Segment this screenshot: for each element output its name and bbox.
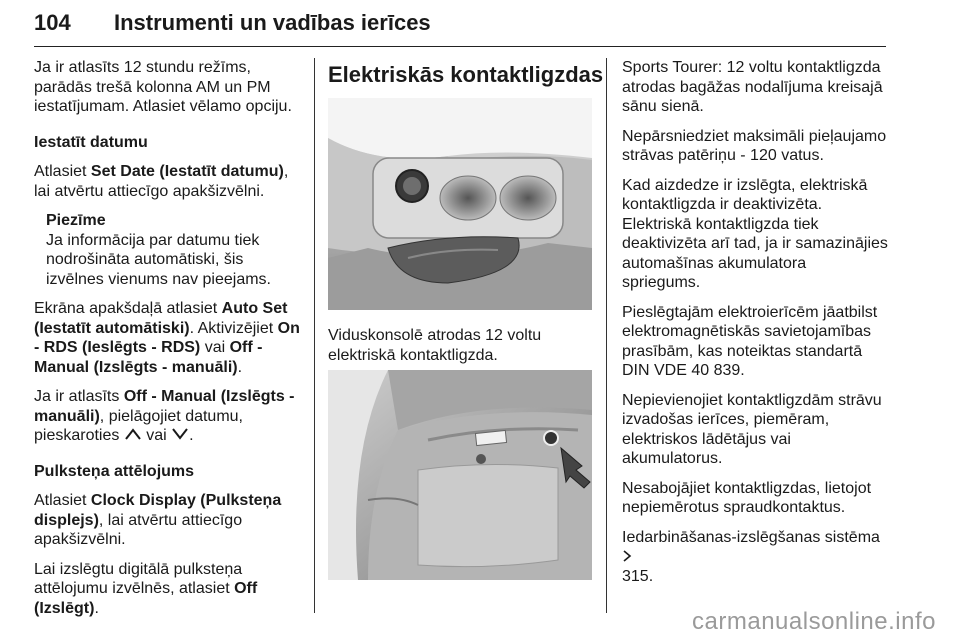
column-divider-1 [314,58,315,613]
clock-display-paragraph: Atlasiet Clock Display (Pulksteņa displejs), lai atvērtu attiecīgo apakšizvēlni. [34,492,282,548]
paragraph-ignition-off: Kad aizdedze ir izslēgta, elektriskā kontaktligzda ir deaktivizēta. Elektriskā kontaktligzda tiek deaktivizēta arī tad, ja ir samazinājies automašīnas akumulatora spriegums. [622,176,888,291]
note-text: Ja informācija par datumu tiek nodrošināta automātiski, šis izvēlnes vienums nav pieejams. [46,231,271,288]
page-reference-icon [622,550,632,562]
set-date-paragraph: Atlasiet Set Date (Iestatīt datumu), lai atvērtu attiecīgo apakšizvēlni. [34,163,289,200]
chevron-up-icon [124,427,142,441]
note-title: Piezīme [46,212,106,229]
running-title: Instrumenti un vadības ierīces [114,10,431,35]
column-right [622,58,890,596]
chevron-down-icon [171,427,189,441]
column-left [34,58,304,628]
paragraph-sports-tourer: Sports Tourer: 12 voltu kontaktligzda atrodas bagāžas nodalījuma kreisajā sānu sienā. [622,59,883,115]
set-date-heading: Iestatīt datumu [34,133,148,151]
paragraph-max-power: Nepārsniedziet maksimāli pieļaujamo strāvas patēriņu - 120 vatus. [622,127,887,164]
page-reference: 315. [622,567,654,585]
paragraph-emc: Pieslēgtajām elektroierīcēm jāatbilst elektromagnētiskās savietojamības prasībām, kas noteiktas standartā DIN VDE 40 839. [622,303,878,379]
manual-paragraph: Ja ir atlasīts Off - Manual (Izslēgts - manuāli), pielāgojiet datumu, pieskaroties vai . [34,388,295,444]
page-number: 104 [34,10,71,35]
luggage-compartment-illustration [328,370,592,580]
section-title: Elektriskās kontaktligzdas [328,62,604,87]
column-divider-2 [606,58,607,613]
clock-off-paragraph: Lai izslēgtu digitālā pulksteņa attēlojumu izvēlnēs, atlasiet Off (Izslēgt). [34,560,258,617]
paragraph-no-damage: Nesabojājiet kontaktligzdas, lietojot nepiemērotus spraudkontaktus. [622,479,872,516]
paragraph-start-stop-ref: Iedarbināšanas-izslēgšanas sistēma 315. [622,528,890,587]
paragraph-no-chargers: Nepievienojiet kontaktligzdām strāvu izvadošas ierīces, piemēram, elektriskos lādētājus vai akumulatorus. [622,391,882,467]
page-header [34,6,886,47]
intro-paragraph: Ja ir atlasīts 12 stundu režīms, parādās trešā kolonna AM un PM iestatījumam. Atlasiet vēlamo opciju. [34,59,292,115]
center-console-illustration [328,98,592,310]
note-box [46,211,304,289]
auto-set-paragraph: Ekrāna apakšdaļā atlasiet Auto Set (Iestatīt automātiski). Aktivizējiet On - RDS (Ieslēgts - RDS) vai Off - Manual (Izslēgts - manuāli). [34,300,300,376]
watermark: carmanualsonline.info [692,608,936,635]
clock-display-heading: Pulksteņa attēlojums [34,462,195,480]
figure-caption-console: Viduskonsolē atrodas 12 voltu elektriskā kontaktligzda. [328,327,542,364]
